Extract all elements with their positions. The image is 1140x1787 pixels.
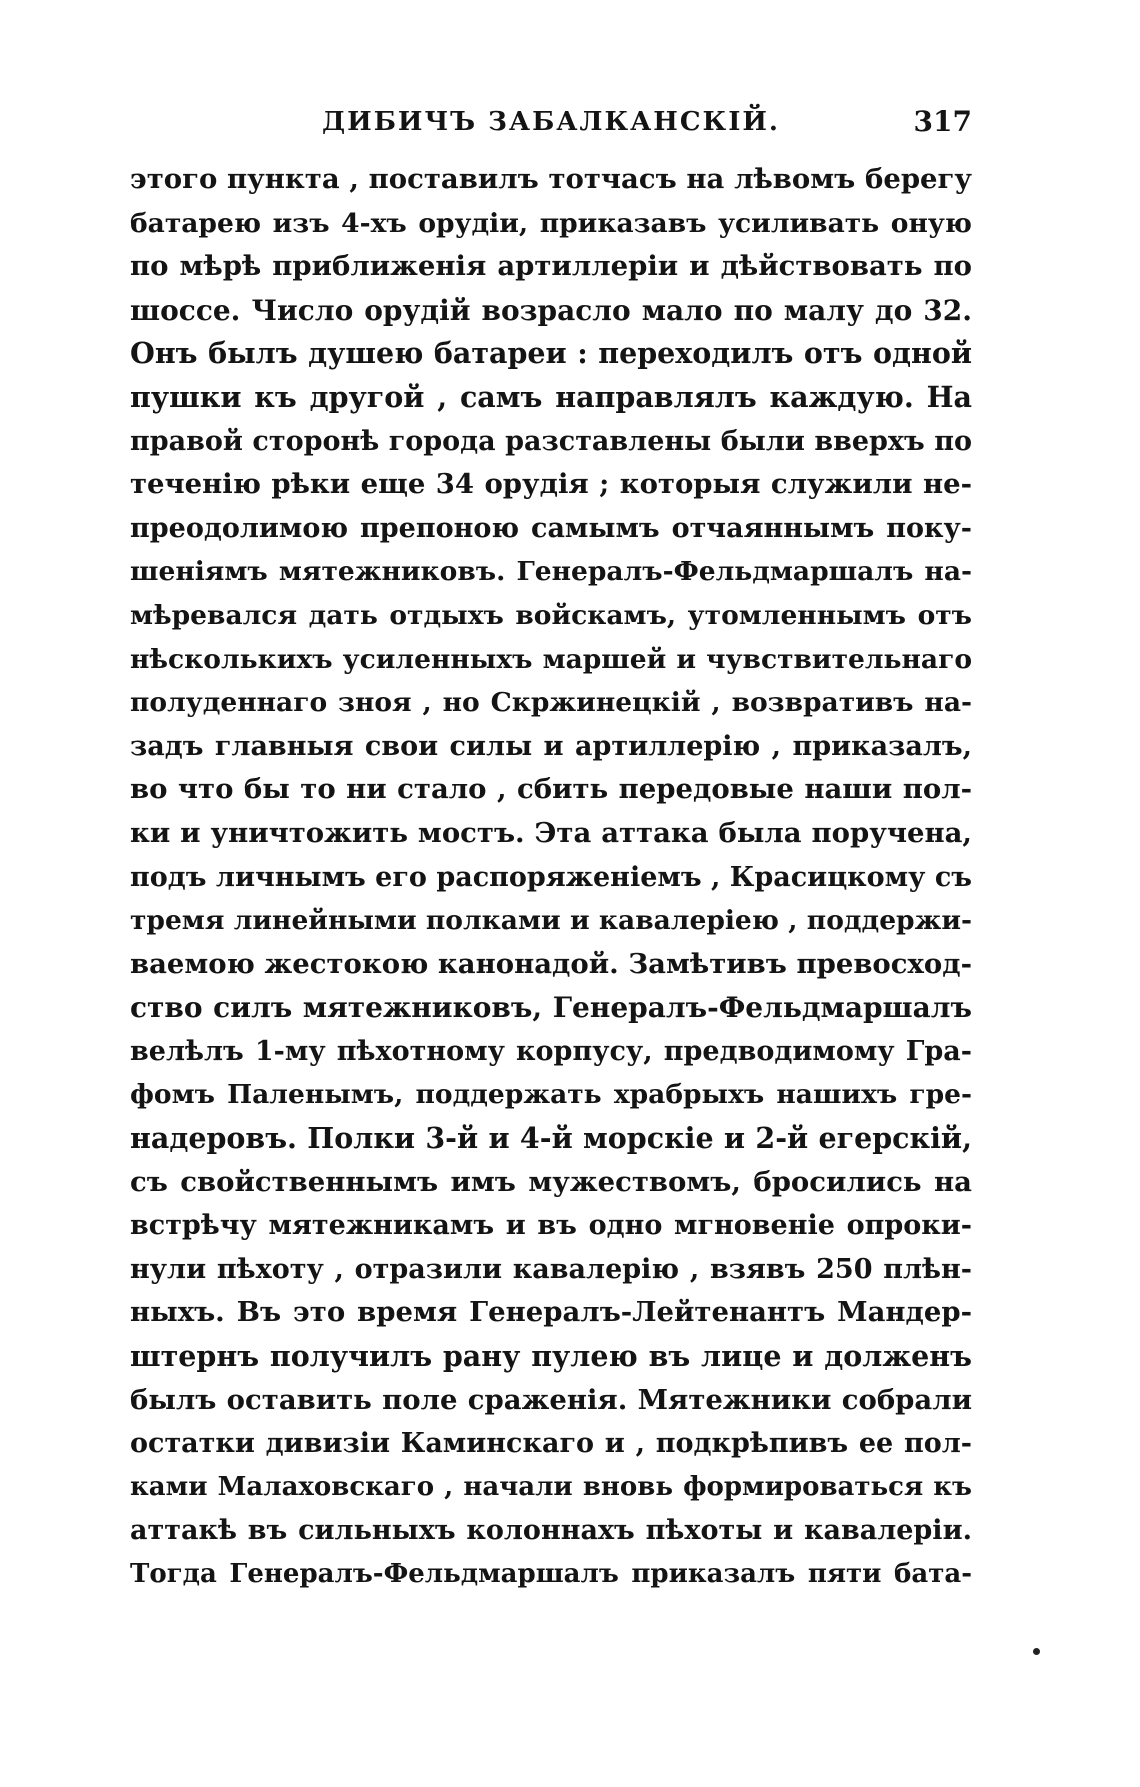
text-line: теченію рѣки еще 34 орудія ; которыя служили не- bbox=[130, 468, 972, 501]
page-header bbox=[130, 100, 972, 144]
text-line: Онъ былъ душею батареи : переходилъ отъ одной bbox=[130, 336, 972, 371]
text-line: шеніямъ мятежниковъ. Генералъ-Фельдмаршалъ на- bbox=[130, 556, 972, 588]
text-line: по мѣрѣ приближенія артиллеріи и дѣйствовать по bbox=[130, 250, 972, 283]
text-line: тремя линейными полками и кавалеріею , поддержи- bbox=[130, 905, 972, 937]
text-line: ныхъ. Въ это время Генералъ-Лейтенантъ Мандер- bbox=[130, 1296, 972, 1329]
running-head: ДИБИЧЪ ЗАБАЛКАНСКІЙ. bbox=[322, 107, 780, 137]
text-line: подъ личнымъ его распоряженіемъ , Красицкому съ bbox=[130, 861, 972, 893]
text-line: съ свойственнымъ имъ мужествомъ, бросились на bbox=[130, 1165, 972, 1198]
text-line: былъ оставить поле сраженія. Мятежники собрали bbox=[130, 1383, 972, 1416]
text-line: нули пѣхоту , отразили кавалерію , взявъ 250 плѣн- bbox=[130, 1253, 972, 1285]
text-line: полуденнаго зноя , но Скржинецкій , возвративъ на- bbox=[130, 687, 972, 719]
text-line: батарею изъ 4-хъ орудіи, приказавъ усиливать оную bbox=[130, 207, 972, 239]
text-line: ство силъ мятежниковъ, Генералъ-Фельдмаршалъ bbox=[130, 991, 972, 1025]
text-line: во что бы то ни стало , сбить передовые наши пол- bbox=[130, 773, 972, 806]
text-line: велѣлъ 1-му пѣхотному корпусу, предводимому Гра- bbox=[130, 1035, 972, 1067]
text-line: встрѣчу мятежникамъ и въ одно мгновеніе опроки- bbox=[130, 1210, 972, 1242]
text-line: ки и уничтожить мостъ. Эта аттака была поручена, bbox=[130, 816, 972, 849]
text-line: Тогда Генералъ-Фельдмаршалъ приказалъ пяти бата- bbox=[130, 1559, 972, 1589]
text-line: правой сторонѣ города разставлены были вверхъ по bbox=[130, 425, 972, 457]
text-line: мѣревался дать отдыхъ войскамъ, утомленнымъ отъ bbox=[130, 599, 972, 631]
text-line: штернъ получилъ рану пулею въ лице и долженъ bbox=[130, 1339, 972, 1374]
page-number: 317 bbox=[913, 105, 972, 138]
text-line: ваемою жестокою канонадой. Замѣтивъ превосход- bbox=[130, 947, 972, 980]
text-line: аттакѣ въ сильныхъ колоннахъ пѣхоты и кавалеріи. bbox=[130, 1515, 972, 1547]
text-line: остатки дивизіи Каминскаго и , подкрѣпивъ ее пол- bbox=[130, 1428, 972, 1460]
text-line: шоссе. Число орудій возрасло мало по малу до 32. bbox=[130, 293, 972, 327]
text-line: этого пункта , поставилъ тотчасъ на лѣвомъ берегу bbox=[130, 163, 972, 195]
text-line: ками Малаховскаго , начали вновь формироваться къ bbox=[130, 1471, 972, 1502]
text-line: пушки къ другой , самъ направлялъ каждую. На bbox=[130, 379, 972, 414]
body-text bbox=[130, 158, 972, 1597]
ink-speck bbox=[1033, 1648, 1040, 1655]
text-line: преодолимою препоною самымъ отчаяннымъ поку- bbox=[130, 512, 972, 544]
text-line: фомъ Паленымъ, поддержать храбрыхъ нашихъ гре- bbox=[130, 1079, 972, 1111]
text-line: надеровъ. Полки 3-й и 4-й морскіе и 2-й егерскій, bbox=[130, 1121, 972, 1156]
text-line: нѣсколькихъ усиленныхъ маршей и чувствительнаго bbox=[130, 643, 972, 675]
text-line: задъ главныя свои силы и артиллерію , приказалъ, bbox=[130, 730, 972, 762]
